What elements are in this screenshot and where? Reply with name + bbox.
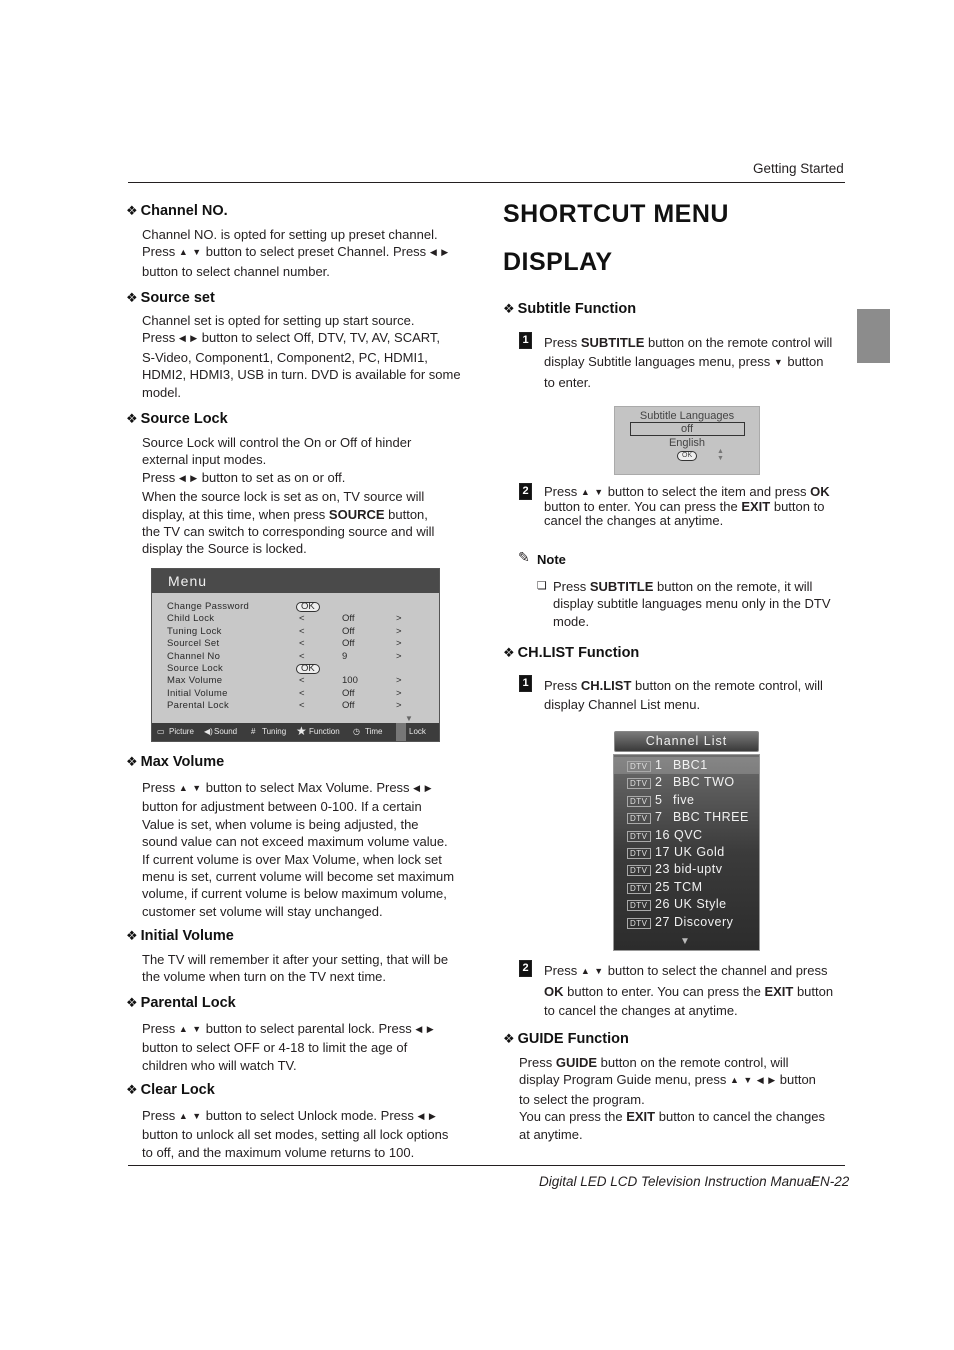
menu-tabs <box>152 723 439 741</box>
menu-right-arrow: > <box>396 613 402 625</box>
section-title-subtitle-function: ❖ Subtitle Function <box>503 301 637 317</box>
source-lock-text: Source Lock will control the On or Off of hinder external input modes. Press ◀ ▶ button to set as on or off. When the source lock is set as on, TV source will display, at this time, when press SOURCE button, the TV can switch to corresponding source and will display the Source is locked. <box>142 435 435 557</box>
clear-lock-text: Press ▲ ▼ button to select Unlock mode. Press ◀ ▶ button to unlock all set modes, setting all lock options to off, and the maximum volume returns to 100. <box>142 1108 449 1160</box>
channel-name: BBC TWO <box>673 775 735 790</box>
channel-name: UK Gold <box>674 845 725 859</box>
channel-name: Discovery <box>674 914 734 929</box>
section-title-source-set: ❖ Source set <box>126 290 215 306</box>
menu-title: Menu <box>152 569 439 593</box>
running-header: Getting Started <box>753 161 844 176</box>
channel-list-item <box>614 879 759 896</box>
scroll-down-icon: ▼ <box>405 714 413 723</box>
menu-right-arrow: > <box>396 687 402 699</box>
chlist-step-2-text: Press ▲ ▼ button to select the channel and press OK button to enter. You can press the EXIT button to cancel the changes at anytime. <box>544 963 834 1018</box>
section-title-clear-lock: ❖ Clear Lock <box>126 1082 215 1098</box>
section-title-parental-lock: ❖ Parental Lock <box>126 995 236 1011</box>
menu-left-arrow: < <box>299 613 305 625</box>
channel-list-title: Channel List <box>614 731 759 752</box>
menu-row-label: Parental Lock <box>167 700 229 712</box>
dtv-badge: DTV <box>627 918 651 929</box>
picture-tab-icon: ▭ <box>157 727 165 736</box>
header-rule <box>128 182 845 183</box>
menu-right-arrow: > <box>396 650 402 662</box>
menu-right-arrow: > <box>396 675 402 687</box>
source-set-text: Channel set is opted for setting up start source. Press ◀ ▶ button to select Off, DTV, TV, AV, SCART, S-Video, Component1, Component2, PC, HDMI1, HDMI2, HDMI3, USB in turn. DVD is available for some model. <box>142 313 461 400</box>
max-volume-text: Press ▲ ▼ button to select Max Volume. Press ◀ ▶ button for adjustment between 0-100. If a certain Value is set, when volume is being adjusted, the sound value can not exceed maximum volume value. If current volume is over Max Volume, when lock set menu is set, current volume will become set maximum volume, if current volume is below maximum volume, customer set volume will stay unchanged. <box>142 780 455 919</box>
note-text: Press SUBTITLE button on the remote, it will display subtitle languages menu only in the DTV mode. <box>553 579 831 629</box>
note-pencil-icon: ✎ <box>518 549 530 565</box>
subtitle-box-title: Subtitle Languages <box>639 410 735 422</box>
channel-name: UK Style <box>674 897 727 912</box>
menu-left-arrow: < <box>299 625 305 637</box>
tab-function: Function <box>309 727 340 736</box>
section-title-initial-volume: ❖ Initial Volume <box>126 928 234 944</box>
channel-list-item <box>614 844 759 861</box>
menu-row-value: Off <box>342 700 355 712</box>
menu-left-arrow: < <box>299 638 305 650</box>
channel-name: bid-uptv <box>674 862 723 877</box>
tab-time: Time <box>365 727 383 736</box>
chapter-tab <box>857 309 890 363</box>
chlist-step-1-text: Press CH.LIST button on the remote control, will display Channel List menu. <box>544 678 823 712</box>
channel-number: 16 <box>655 827 670 842</box>
ok-button-icon: OK <box>677 451 697 461</box>
section-title-channel-no: ❖ Channel NO. <box>126 203 228 219</box>
page-heading-line-1: SHORTCUT MENU <box>503 200 729 228</box>
section-title-chlist-function: ❖ CH.LIST Function <box>503 645 640 661</box>
channel-list-item <box>614 774 759 791</box>
function-tab-icon: ★ <box>296 724 307 738</box>
dtv-badge: DTV <box>627 813 651 824</box>
ok-button-icon: OK <box>296 664 320 674</box>
channel-list-item <box>614 792 759 809</box>
page-number: EN-22 <box>811 1174 850 1189</box>
step-2-icon: 2 <box>519 483 532 500</box>
subtitle-step-2-text: Press ▲ ▼ button to select the item and press OK button to enter. You can press the EXIT button to cancel the changes at anytime. <box>544 484 830 528</box>
initial-volume-text: The TV will remember it after your setting, that will be the volume when turn on the TV next time. <box>142 952 449 985</box>
menu-row-label: Source Lock <box>167 663 224 674</box>
note-bullet-icon: ❏ <box>537 580 547 592</box>
step-1-icon: 1 <box>519 332 532 349</box>
menu-row-label: Initial Volume <box>167 687 228 699</box>
time-tab-icon: ◷ <box>353 727 360 736</box>
menu-row-value: Off <box>342 625 355 637</box>
tab-sound: Sound <box>214 727 238 736</box>
menu-row-label: Sourcel Set <box>167 638 220 650</box>
dtv-badge: DTV <box>627 796 651 807</box>
tab-picture: Picture <box>169 727 194 736</box>
channel-name: QVC <box>674 827 703 842</box>
menu-row-label: Max Volume <box>167 675 223 687</box>
menu-row-value: Off <box>342 687 355 699</box>
guide-function-text: Press GUIDE button on the remote control, will display Program Guide menu, press ▲ ▼ ◀ ▶ button to select the program. You can press the EXIT button to cancel the changes at anytime. <box>519 1055 825 1142</box>
channel-list-item <box>614 757 759 774</box>
tab-lock: Lock <box>409 727 426 736</box>
menu-row-value: 9 <box>342 650 348 662</box>
channel-name: BBC1 <box>673 758 708 772</box>
lock-tab-icon <box>396 723 406 741</box>
channel-name: BBC THREE <box>673 810 749 825</box>
ok-button-icon: OK <box>296 602 320 612</box>
channel-list-item <box>614 827 759 844</box>
channel-number: 27 <box>655 914 670 929</box>
channel-name: TCM <box>674 879 703 894</box>
channel-list-item <box>614 914 759 931</box>
menu-left-arrow: < <box>299 700 305 712</box>
up-down-arrows-icon: ▲ ▼ <box>717 448 724 462</box>
section-title-max-volume: ❖ Max Volume <box>126 754 225 770</box>
subtitle-option: English <box>668 437 706 449</box>
channel-list-item <box>614 896 759 913</box>
menu-row-value: 100 <box>342 675 358 687</box>
channel-name: five <box>673 792 695 807</box>
menu-right-arrow: > <box>396 625 402 637</box>
channel-number: 26 <box>655 897 670 912</box>
channel-list-screenshot <box>613 754 760 951</box>
channel-list-item <box>614 809 759 826</box>
subtitle-languages-screenshot <box>614 406 760 475</box>
menu-row-label: Channel No <box>167 650 221 662</box>
dtv-badge: DTV <box>627 883 651 894</box>
scroll-down-icon: ▼ <box>680 936 690 947</box>
dtv-badge: DTV <box>627 831 651 842</box>
parental-lock-text: Press ▲ ▼ button to select parental lock. Press ◀ ▶ button to select OFF or 4-18 to limit the age of children who will watch TV. <box>142 1021 435 1073</box>
channel-number: 25 <box>655 879 670 894</box>
section-title-source-lock: ❖ Source Lock <box>126 411 228 427</box>
menu-left-arrow: < <box>299 687 305 699</box>
dtv-badge: DTV <box>627 761 651 772</box>
channel-number: 23 <box>655 862 670 877</box>
sound-tab-icon: ◀) <box>204 727 213 736</box>
channel-number: 1 <box>655 758 663 772</box>
tab-tuning: Tuning <box>262 727 287 736</box>
note-title: Note <box>537 552 566 567</box>
menu-left-arrow: < <box>299 675 305 687</box>
page-heading-line-2: DISPLAY <box>503 248 613 276</box>
menu-row-label: Tuning Lock <box>167 625 222 637</box>
footer-manual-title: Digital LED LCD Television Instruction Manual <box>539 1174 815 1189</box>
channel-number: 2 <box>655 775 663 790</box>
footer-rule <box>128 1165 845 1166</box>
menu-row-label: Change Password <box>167 601 250 612</box>
subtitle-step-1-text: Press SUBTITLE button on the remote control will display Subtitle languages menu, press ▼ button to enter. <box>544 335 833 390</box>
dtv-badge: DTV <box>627 848 651 859</box>
channel-number: 17 <box>655 845 670 859</box>
section-title-guide-function: ❖ GUIDE Function <box>503 1031 629 1047</box>
subtitle-option-selected: off <box>630 422 745 436</box>
tuning-tab-icon: # <box>251 727 256 736</box>
menu-right-arrow: > <box>396 638 402 650</box>
step-2-icon: 2 <box>519 960 532 977</box>
lock-menu-screenshot <box>151 568 440 742</box>
channel-number: 5 <box>655 792 663 807</box>
menu-right-arrow: > <box>396 700 402 712</box>
dtv-badge: DTV <box>627 900 651 911</box>
menu-row-label: Child Lock <box>167 613 215 625</box>
dtv-badge: DTV <box>627 865 651 876</box>
channel-list-item <box>614 861 759 878</box>
channel-no-text: Channel NO. is opted for setting up preset channel. Press ▲ ▼ button to select preset Channel. Press ◀ ▶ button to select channel number. <box>142 227 450 279</box>
menu-row-value: Off <box>342 638 355 650</box>
step-1-icon: 1 <box>519 675 532 692</box>
channel-number: 7 <box>655 810 663 825</box>
menu-left-arrow: < <box>299 650 305 662</box>
menu-row-value: Off <box>342 613 355 625</box>
dtv-badge: DTV <box>627 778 651 789</box>
